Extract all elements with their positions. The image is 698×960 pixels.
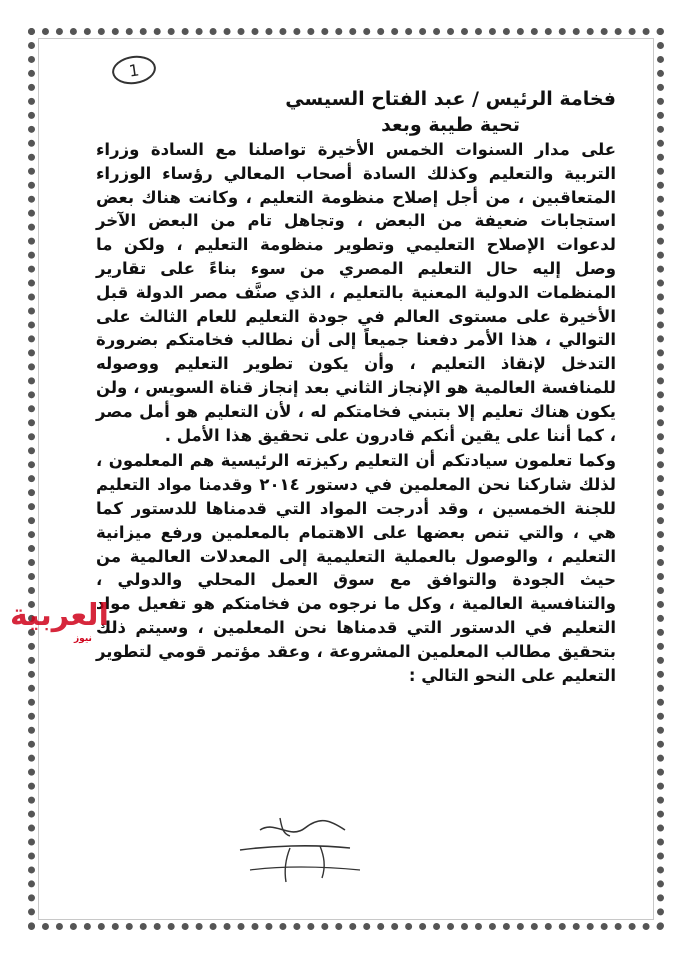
letter-body xyxy=(96,86,616,687)
page-number: 1 xyxy=(110,53,157,87)
greeting: تحية طيبة وبعد xyxy=(381,114,520,136)
paragraph-2: وكما تعلمون سيادتكم أن التعليم ركيزته الرئيسية هم المعلمون ، لذلك شاركنا نحن المعلمين في دستور ٢٠١٤ وقدمنا مواد التعليم للجنة الخمسين ، وقد أدرجت المواد التي قدمناها للدستور كما هي ، والتي تنص بعضها على الاهتمام بالمعلمين ورفع ميزانية التعليم ، والوصول بالعملية التعليمية إلى المعدلات العالمية من حيث الجودة والتوافق مع سوق العمل المحلي والدولي ، والتنافسية العالمية ، وكل ما نرجوه من فخامتكم هو تفعيل مواد التعليم في الدستور التي قدمناها نحن المعلمين ، وسيتم ذلك بتحقيق مطالب المعلمين المشروعة ، وعقد مؤتمر قومي لتطوير التعليم على النحو التالي : xyxy=(96,451,616,685)
brand-watermark: العربية xyxy=(10,598,109,633)
handwritten-signature xyxy=(220,800,370,890)
brand-watermark-sub: نيوز xyxy=(74,634,92,644)
salutation: فخامة الرئيس / عبد الفتاح السيسي xyxy=(285,88,616,110)
paragraph-1: على مدار السنوات الخمس الأخيرة تواصلنا مع السادة وزراء التربية والتعليم وكذلك السادة أصحاب المعالي رؤساء الوزراء المتعاقبين ، من أجل إصلاح منظومة التعليم ، وكانت هناك بعض استجابات ضعيفة من البعض ، وتجاهل تام من البعض الآخر لدعوات الإصلاح التعليمي وتطوير منظومة التعليم ، ولكن ما وصل إليه حال التعليم المصري من سوء بناءً على تقارير المنظمات الدولية المعنية بالتعليم ، الذي صنَّف مصر الدولة قبل الأخيرة على مستوى العالم في جودة التعليم للعام الثالث على التوالي ، هذا الأمر دفعنا جميعاً إلى أن نطالب فخامتكم بضرورة التدخل لإنقاذ التعليم ، وأن يكون تطوير التعليم ووصوله للمنافسة العالمية هو الإنجاز الثاني بعد إنجاز قناة السويس ، ولن يكون هناك تعليم إلا بتبني فخامتكم له ، لأن التعليم هو أمل مصر ، كما أننا على يقين أنكم قادرون على تحقيق هذا الأمل . xyxy=(96,140,616,445)
